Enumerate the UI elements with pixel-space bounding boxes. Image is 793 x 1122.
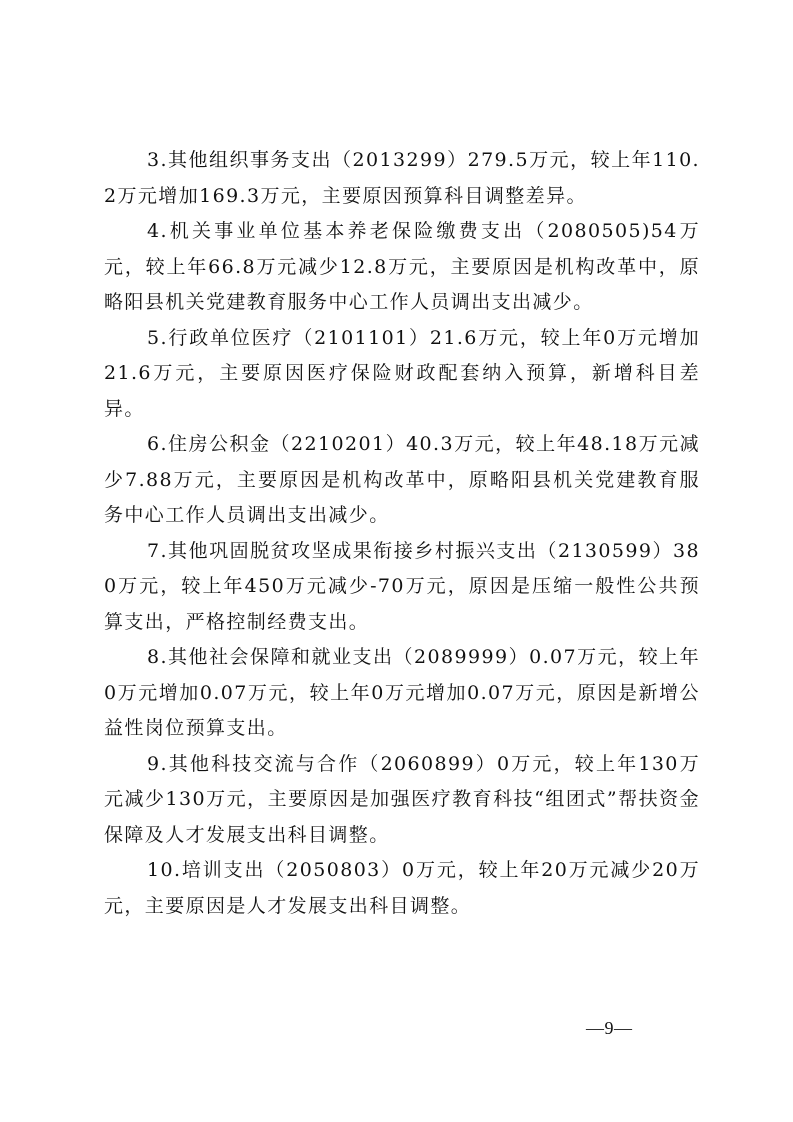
paragraph-item-3: 3.其他组织事务支出（2013299）279.5万元，较上年110.2万元增加169.3万元，主要原因预算科目调整差异。 xyxy=(104,149,700,207)
paragraph-item-6: 6.住房公积金（2210201）40.3万元，较上年48.18万元减少7.88万元，主要原因是机构改革中，原略阳县机关党建教育服务中心工作人员调出支出减少。 xyxy=(104,433,700,526)
paragraph-item-7: 7.其他巩固脱贫攻坚成果衔接乡村振兴支出（2130599）380万元，较上年450万元减少-70万元，原因是压缩一般性公共预算支出，严格控制经费支出。 xyxy=(104,539,700,633)
paragraph-item-5: 5.行政单位医疗（2101101）21.6万元，较上年0万元增加21.6万元，主要原因医疗保险财政配套纳入预算，新增科目差异。 xyxy=(104,326,700,420)
paragraph-item-9: 9.其他科技交流与合作（2060899）0万元，较上年130万元减少130万元，主要原因是加强医疗教育科技“组团式”帮扶资金保障及人才发展支出科目调整。 xyxy=(104,752,700,846)
paragraph-item-10: 10.培训支出（2050803）0万元，较上年20万元减少20万元，主要原因是人才发展支出科目调整。 xyxy=(104,859,700,917)
paragraph-item-4: 4.机关事业单位基本养老保险缴费支出（2080505)54万元，较上年66.8万元减少12.8万元，主要原因是机构改革中，原略阳县机关党建教育服务中心工作人员调出支出减少。 xyxy=(104,220,700,313)
body-text xyxy=(104,143,700,924)
page-number: —9— xyxy=(586,1018,633,1038)
paragraph-item-8: 8.其他社会保障和就业支出（2089999）0.07万元，较上年0万元增加0.07万元，较上年0万元增加0.07万元，原因是新增公益性岗位预算支出。 xyxy=(104,646,700,739)
